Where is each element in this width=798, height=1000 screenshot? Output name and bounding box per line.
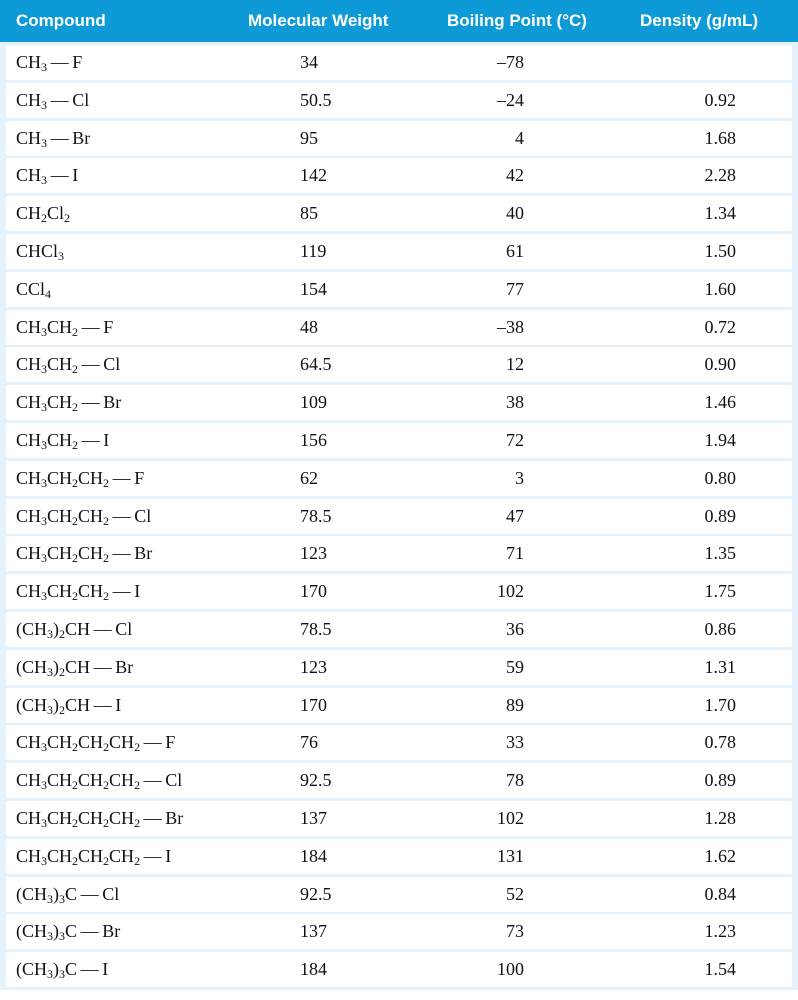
molecular-weight-cell: 34 <box>300 52 318 72</box>
header-molecular-weight: Molecular Weight <box>248 11 389 30</box>
compound-cell: CHCl$_3$ <box>16 241 65 263</box>
table-row <box>6 650 792 685</box>
table-row <box>6 914 792 949</box>
table-row <box>6 45 792 80</box>
boiling-point-cell: 52 <box>506 883 524 904</box>
boiling-point-cell: 73 <box>506 921 524 942</box>
molecular-weight-cell: 76 <box>300 732 318 753</box>
molecular-weight-cell: 92.5 <box>300 883 332 904</box>
molecular-weight-cell: 50.5 <box>300 89 332 110</box>
density-cell: 1.23 <box>704 921 736 942</box>
molecular-weight-cell: 156 <box>300 430 327 450</box>
molecular-weight-cell: 92.5 <box>300 770 332 791</box>
molecular-weight-cell: 119 <box>300 241 327 261</box>
table-row <box>6 952 792 987</box>
compound-cell: $CH_3$ — I <box>16 165 79 188</box>
table-row <box>6 612 792 647</box>
compound-cell: $CH_3CH_2CH_2$ — Cl <box>16 505 152 528</box>
table-row <box>6 536 792 571</box>
compound-cell: $CH_3CH_2CH_2$ — Br <box>16 543 153 566</box>
density-cell: 0.89 <box>704 770 736 791</box>
molecular-weight-cell: 123 <box>300 656 327 677</box>
table-row <box>6 839 792 874</box>
molecular-weight-cell: 48 <box>300 316 318 337</box>
compound-cell: $(CH_3)_3C$ — Br <box>16 921 121 944</box>
boiling-point-cell: 89 <box>506 694 524 715</box>
molecular-weight-cell: 123 <box>300 543 327 564</box>
density-cell: 0.92 <box>704 89 736 110</box>
molecular-weight-cell: 154 <box>300 278 327 299</box>
table-row <box>6 423 792 458</box>
molecular-weight-cell: 184 <box>300 845 327 866</box>
boiling-point-cell: –78 <box>497 52 524 72</box>
density-cell: 0.84 <box>704 883 736 904</box>
boiling-point-cell: 40 <box>506 203 524 224</box>
molecular-weight-cell: 85 <box>300 203 318 224</box>
density-cell: 1.75 <box>704 581 736 602</box>
table-row <box>6 461 792 496</box>
density-cell: 0.80 <box>704 467 736 488</box>
molecular-weight-cell: 137 <box>300 921 327 942</box>
table-header <box>0 0 798 42</box>
molecular-weight-cell: 184 <box>300 959 327 980</box>
boiling-point-cell: –24 <box>497 89 524 110</box>
molecular-weight-cell: 170 <box>300 581 327 602</box>
compound-cell: $CH_3CH_2CH_2CH_2$ — I <box>16 845 172 868</box>
compound-cell: $CH_3CH_2$ — Br <box>16 392 122 415</box>
density-cell: 0.72 <box>704 316 736 337</box>
compound-cell: $CH_3CH_2CH_2CH_2$ — Cl <box>16 770 183 793</box>
density-cell: 0.78 <box>704 732 736 753</box>
boiling-point-cell: 47 <box>506 505 524 526</box>
boiling-point-cell: 61 <box>506 241 524 261</box>
header-compound: Compound <box>16 11 106 30</box>
boiling-point-cell: 71 <box>506 543 524 564</box>
table-row <box>6 347 792 382</box>
molecular-weight-cell: 109 <box>300 392 327 413</box>
table-row <box>6 310 792 345</box>
molecular-weight-cell: 137 <box>300 808 327 828</box>
boiling-point-cell: 102 <box>497 808 524 828</box>
compound-cell: $CH_3CH_2CH_2CH_2$ — Br <box>16 808 184 830</box>
table-row <box>6 121 792 156</box>
boiling-point-cell: 3 <box>515 467 524 488</box>
density-cell: 1.54 <box>704 959 736 980</box>
boiling-point-cell: 33 <box>506 732 524 753</box>
density-cell: 1.46 <box>704 392 736 413</box>
table-row <box>6 158 792 193</box>
header-density: Density (g/mL) <box>640 11 759 30</box>
compound-cell: $CH_3$ — Br <box>16 127 91 150</box>
molecular-weight-cell: 170 <box>300 694 327 715</box>
molecular-weight-cell: 95 <box>300 127 318 148</box>
boiling-point-cell: 36 <box>506 619 524 639</box>
header-boiling-point: Boiling Point (°C) <box>447 11 587 30</box>
boiling-point-cell: –38 <box>497 316 524 337</box>
compound-cell: $(CH_3)_2CH$ — Cl <box>16 619 133 641</box>
density-cell: 1.60 <box>704 278 736 299</box>
molecular-weight-cell: 78.5 <box>300 619 332 639</box>
compound-cell: $CH_3$ — Cl <box>16 89 90 112</box>
molecular-weight-cell: 62 <box>300 467 318 488</box>
density-cell: 0.86 <box>704 619 736 639</box>
table-row <box>6 385 792 420</box>
density-cell: 1.34 <box>704 203 736 224</box>
compound-cell: $(CH_3)_2CH$ — I <box>16 694 122 717</box>
density-cell: 0.90 <box>704 354 736 375</box>
density-cell: 1.28 <box>704 808 736 828</box>
boiling-point-cell: 78 <box>506 770 524 791</box>
density-cell: 1.68 <box>704 127 736 148</box>
compound-cell: CCl$_4$ <box>16 278 52 301</box>
boiling-point-cell: 72 <box>506 430 524 450</box>
table-row <box>6 196 792 231</box>
molecular-weight-cell: 64.5 <box>300 354 332 375</box>
density-cell: 1.62 <box>704 845 736 866</box>
compound-cell: $CH_2Cl_2$ <box>16 203 71 226</box>
table-row <box>6 574 792 609</box>
density-cell: 1.35 <box>704 543 736 564</box>
boiling-point-cell: 59 <box>506 656 524 677</box>
density-cell: 2.28 <box>704 165 736 186</box>
compound-cell: $(CH_3)_3C$ — Cl <box>16 883 120 906</box>
boiling-point-cell: 4 <box>515 127 524 148</box>
compound-cell: $(CH_3)_2CH$ — Br <box>16 656 134 679</box>
density-cell: 1.31 <box>704 656 736 677</box>
boiling-point-cell: 12 <box>506 354 524 375</box>
table-row <box>6 499 792 534</box>
table-row <box>6 801 792 836</box>
table-row <box>6 688 792 723</box>
table-row <box>6 877 792 912</box>
compound-cell: $CH_3CH_2$ — Cl <box>16 354 121 377</box>
molecular-weight-cell: 78.5 <box>300 505 332 526</box>
compound-cell: $CH_3CH_2CH_2$ — F <box>16 467 145 490</box>
boiling-point-cell: 77 <box>506 278 524 299</box>
table-row <box>6 725 792 760</box>
boiling-point-cell: 42 <box>506 165 524 186</box>
compound-cell: $CH_3CH_2$ — I <box>16 430 110 452</box>
density-cell: 1.94 <box>704 430 736 450</box>
compound-cell: $CH_3CH_2CH_2$ — I <box>16 581 141 604</box>
boiling-point-cell: 102 <box>497 581 524 602</box>
boiling-point-cell: 38 <box>506 392 524 413</box>
table-row <box>6 763 792 798</box>
table-row <box>6 272 792 307</box>
molecular-weight-cell: 142 <box>300 165 327 186</box>
table-row <box>6 83 792 118</box>
compound-cell: $CH_3$ — F <box>16 52 83 74</box>
boiling-point-cell: 131 <box>497 845 524 866</box>
table-row <box>6 234 792 269</box>
boiling-point-cell: 100 <box>497 959 524 980</box>
compound-cell: $CH_3CH_2$ — F <box>16 316 114 339</box>
density-cell: 1.70 <box>704 694 736 715</box>
density-cell: 1.50 <box>704 241 736 261</box>
compound-cell: $CH_3CH_2CH_2CH_2$ — F <box>16 732 176 755</box>
compound-cell: $(CH_3)_3C$ — I <box>16 959 109 982</box>
density-cell: 0.89 <box>704 505 736 526</box>
